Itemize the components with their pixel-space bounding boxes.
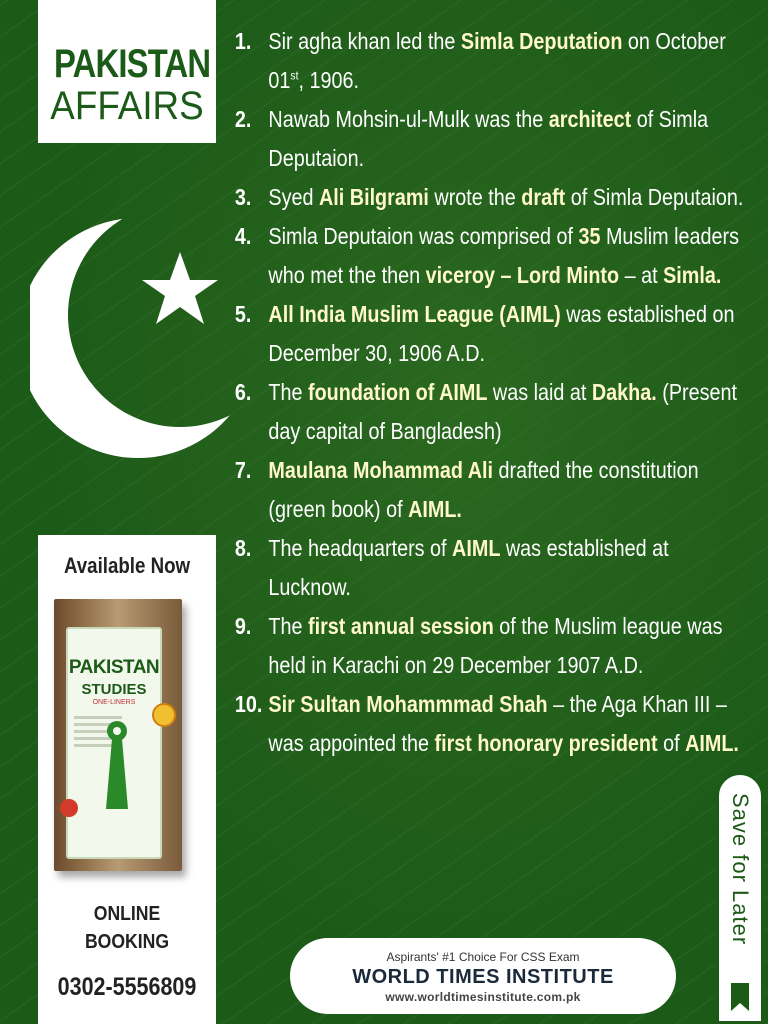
- fact-text: Nawab Mohsin-ul-Mulk was the: [268, 106, 549, 132]
- edition-badge: [152, 703, 176, 727]
- fact-text: Simla Deputaion was comprised of: [268, 223, 579, 249]
- fact-number: 8.: [234, 535, 252, 561]
- fact-text: Sir agha khan led the: [268, 28, 461, 54]
- title-line2: AFFAIRS: [50, 84, 204, 128]
- fact-text: The: [268, 379, 309, 405]
- fact-text: on October 01: [268, 28, 726, 93]
- book-image[interactable]: [54, 599, 182, 871]
- fact-text: st: [290, 68, 299, 83]
- fact-text: of Simla Deputaion.: [268, 106, 709, 171]
- fact-text: of the Muslim league was held in Karachi on 29 December 1907 A.D.: [268, 613, 723, 678]
- red-badge: [60, 799, 78, 817]
- online-booking: [49, 900, 206, 956]
- fact-number: 1.: [234, 28, 252, 54]
- facts-list: [228, 22, 754, 763]
- fact-text: drafted the constitution (green book) of: [268, 457, 699, 522]
- fact-text: Simla Deputation: [460, 28, 623, 54]
- footer-brand: WORLD TIMES INSTITUTE: [352, 966, 614, 988]
- fact-text: was laid at: [487, 379, 592, 405]
- fact-item: [228, 295, 753, 373]
- fact-text: Sir Sultan Mohammmad Shah: [268, 691, 548, 717]
- fact-number: 10.: [234, 691, 263, 717]
- fact-item: [228, 373, 753, 451]
- fact-number: 6.: [234, 379, 252, 405]
- fact-text: was established at Lucknow.: [268, 535, 669, 600]
- key-icon: [104, 719, 130, 811]
- online-label: ONLINE: [93, 903, 161, 925]
- fact-number: 5.: [234, 301, 252, 327]
- crescent-star-icon: [30, 210, 230, 470]
- fact-text: AIML: [452, 535, 501, 561]
- fact-text: draft: [521, 184, 566, 210]
- fact-text: Simla.: [663, 262, 722, 288]
- fact-text: The headquarters of: [268, 535, 453, 561]
- fact-text: Dakha.: [591, 379, 657, 405]
- book-tag: ONE-LINERS: [92, 699, 136, 706]
- fact-number: 4.: [234, 223, 252, 249]
- fact-text: The: [268, 613, 309, 639]
- fact-text: of Simla Deputaion.: [565, 184, 744, 210]
- fact-text: , 1906.: [298, 67, 359, 93]
- fact-number: 3.: [234, 184, 252, 210]
- footer-banner[interactable]: [290, 938, 676, 1014]
- footer-url[interactable]: www.worldtimesinstitute.com.pk: [385, 990, 581, 1004]
- fact-item: [228, 217, 753, 295]
- fact-text: – at: [619, 262, 664, 288]
- fact-text: wrote the: [428, 184, 522, 210]
- fact-text: was established on December 30, 1906 A.D.: [268, 301, 735, 366]
- footer-tagline: Aspirants' #1 Choice For CSS Exam: [386, 950, 580, 964]
- fact-text: Maulana Mohammad Ali: [268, 457, 494, 483]
- book-subtitle: STUDIES: [81, 681, 147, 698]
- fact-item: [228, 685, 753, 763]
- fact-text: 35: [578, 223, 601, 249]
- fact-text: foundation of AIML: [308, 379, 488, 405]
- fact-text: AIML.: [408, 496, 462, 522]
- fact-item: [228, 178, 753, 217]
- fact-item: [228, 607, 753, 685]
- fact-item: [228, 451, 753, 529]
- fact-text: Muslim leaders who met the then: [268, 223, 739, 288]
- booking-label: BOOKING: [84, 931, 170, 953]
- fact-text: All India Muslim League (AIML): [268, 301, 561, 327]
- fact-item: [228, 22, 753, 100]
- fact-item: [228, 100, 753, 178]
- available-now-label: Available Now: [63, 553, 191, 578]
- fact-text: Ali Bilgrami: [319, 184, 429, 210]
- fact-text: first annual session: [308, 613, 494, 639]
- book-ad[interactable]: [38, 535, 216, 1024]
- bookmark-icon: [731, 983, 749, 1011]
- fact-text: of: [657, 730, 686, 756]
- book-title: PAKISTAN: [68, 657, 160, 678]
- fact-text: architect: [548, 106, 632, 132]
- fact-number: 2.: [234, 106, 252, 132]
- title-box: [38, 0, 216, 143]
- title-line1: PAKISTAN: [54, 42, 211, 86]
- fact-text: (Present day capital of Bangladesh): [268, 379, 738, 444]
- fact-number: 9.: [234, 613, 252, 639]
- save-label: Save for Later: [728, 793, 753, 946]
- fact-number: 7.: [234, 457, 252, 483]
- fact-text: Syed: [268, 184, 320, 210]
- save-for-later-button[interactable]: [716, 772, 764, 1024]
- fact-text: – the Aga Khan III – was appointed the: [268, 691, 727, 756]
- phone-number[interactable]: 0302-5556809: [57, 973, 197, 1001]
- fact-item: [228, 529, 753, 607]
- fact-text: first honorary president: [434, 730, 658, 756]
- fact-text: viceroy – Lord Minto: [425, 262, 620, 288]
- fact-text: AIML.: [685, 730, 739, 756]
